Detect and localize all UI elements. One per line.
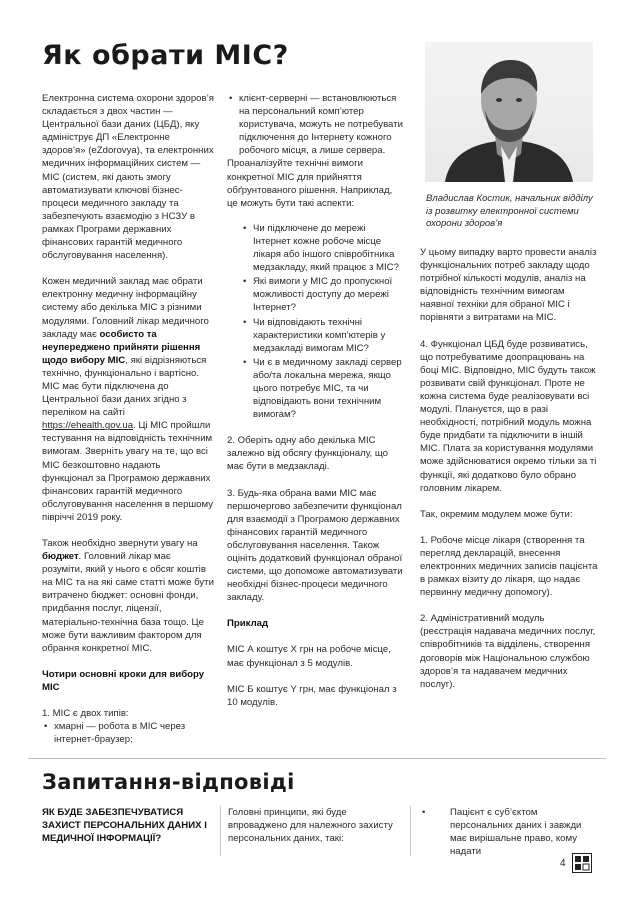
column-1: [42, 92, 214, 746]
qa-column-divider: [220, 806, 221, 856]
modules-intro: Так, окремим модулем може бути:: [420, 508, 573, 520]
column-3: [420, 246, 598, 704]
steps-heading: Чотири основні кроки для вибору МІС: [42, 668, 205, 693]
module-1: 1. Робоче місце лікаря (створення та перегляд декларацій, внесення електронних медичних записів пацієнта в рамках візиту до лікаря, що надає первинну медичну допомогу).: [420, 534, 598, 599]
paragraph-choice: Кожен медичний заклад має обрати електронну медичну інформаційну систему або декілька МІС з різними модулями. Головний лікар медичного закладу має особисто та неупереджено прийняти рішення щодо вибору МІС, які відрізняються технічно, функціонально і вартісно. МІС має бути підключена до Центральної бази даних згідно з переліком на сайті https://ehealth.gov.ua. Ці МІС пройшли тестування на відповідність технічним вимогам. Зверніть увагу на те, що всі МІС безкоштовно надають функціонал за Програмою державних фінансових гарантій медичного обслуговування населення в першому півріччі 2019 року.: [42, 276, 214, 523]
page-number: 4: [560, 858, 566, 869]
portrait-photo: [425, 42, 593, 182]
mis-types-list-cont: [227, 92, 405, 157]
portrait-illustration: [425, 42, 593, 182]
column-2: [227, 92, 405, 722]
example-1: МІС А коштує Х грн на робоче місце, має функціонал з 5 модулів.: [227, 644, 391, 669]
list-item: • Чи є в медичному закладі сервер або/та локальна мережа, якщо цього потребує МІС, та чи відповідають вони технічним вимогам?: [241, 356, 405, 421]
page-title: Як обрати МІС?: [42, 40, 289, 71]
list-item: • клієнт-серверні — встановлюються на персональний комп’ютер користувача, можуть не потребувати підключення до Інтернету кожного робочого місця, а лише сервера.: [227, 92, 405, 157]
qa-title: Запитання-відповіді: [42, 770, 295, 794]
list-item: • хмарні — робота в МІС через інтернет-браузер;: [42, 720, 214, 746]
ehealth-logo-icon: [572, 853, 592, 873]
ehealth-link[interactable]: https://ehealth.gov.ua: [42, 420, 134, 432]
list-item: • Які вимоги у МІС до пропускної можливості доступу до мережі Інтернет?: [241, 275, 405, 314]
list-item: • Чи відповідають технічні характеристики комп’ютерів у медзакладі вимогам МІС?: [241, 316, 405, 355]
list-item: • Пацієнт є суб’єктом персональних даних і завжди має вирішальне право, кому надати: [420, 806, 598, 858]
step-2: 2. Оберіть одну або декілька МІС залежно від обсягу функціоналу, що має бути в медзакладі.: [227, 435, 389, 473]
module-2: 2. Адміністративний модуль (реєстрація надавача медичних послуг, співробітників та відділень, створення договорів між Національною службою здоров’я та надавачем медичних послуг).: [420, 613, 596, 690]
list-item: • Чи підключене до мережі Інтернет кожне робоче місце лікаря або іншого співробітника медзакладу, який працює з МІС?: [241, 222, 405, 274]
paragraph-budget: Також необхідно звернути увагу на бюджет. Головний лікар має розуміти, який у нього є обсяг коштів на МІС та на які саме статті може бути витрачено бюджет: основні фонди, придбання послуг, ліцензії, матеріально-технічна база тощо. Це може бути важливим фактором для обрання конкретної МІС.: [42, 538, 214, 654]
qa-column-divider: [410, 806, 411, 856]
photo-caption: Владислав Костик, начальник відділу із розвитку електронної системи охорони здоров’я: [426, 193, 593, 229]
section-divider: [28, 758, 606, 759]
example-2: МІС Б коштує Y грн, має функціонал з 10 модулів.: [227, 683, 397, 708]
paragraph-analysis: У цьому випадку варто провести аналіз функціональних потреб закладу щодо потрібної кількості модулів, аналіз на відповідність технічним вимогам наявної техніки для обраної МІС і порівняти з витратами на МІС.: [420, 247, 597, 324]
mis-types-list: [42, 720, 214, 746]
paragraph-analyze: Проаналізуйте технічні вимоги конкретної МІС для прийняття обґрунтованого рішення. Наприклад, це можуть бути такі аспекти:: [227, 158, 393, 209]
qa-answer-list: [420, 806, 598, 858]
tech-questions-list: [227, 222, 405, 421]
example-heading: Приклад: [227, 618, 269, 630]
step-4: 4. Функціонал ЦБД буде розвиватись, що потребуватиме доопрацювань на боці МІС. Відповідно, МІС будуть також розвивати свій функціонал. Проте не кожна система буде реалізовувати всі модулі. Плануєтся, що в разі необхідності, потрібний модуль можна буде придбати та підключити в іншій МІС. Плата за користування модулями може здійснюватися окремо тільки за ті функції, які додатково було обрано головним лікарем.: [420, 338, 597, 494]
step-1: 1. МІС є двох типів:: [42, 708, 129, 720]
step-3: 3. Будь-яка обрана вами МІС має першочергово забезпечити функціонал для взаємодії з Програмою державних фінансових гарантій медичного обслуговування населення. Також оцініть додатковий функціонал обраної системи, що допоможе автоматизувати необхідні бізнес-процеси медичного закладу.: [227, 487, 403, 604]
paragraph-intro: Електронна система охорони здоров’я складається з двох частин — Центральної бази даних (ЦБД), яку адмініструє ДП «Електронне здоров’я» (eZdorovya), та електронних медичних інформаційних систем — МІС (систем, які дають змогу автоматизувати ключові бізнес-процеси медичного закладу та забезпечують взаємодію з НСЗУ в рамках Програми державних фінансових гарантій медичного обслуговування населення).: [42, 93, 214, 262]
qa-question: ЯК БУДЕ ЗАБЕЗПЕЧУВАТИСЯ ЗАХИСТ ПЕРСОНАЛЬНИХ ДАНИХ І МЕДИЧНОЇ ІНФОРМАЦІЇ?: [42, 807, 207, 844]
qa-answer-intro: Головні принципи, які буде впроваджено для належного захисту персональних даних, такі:: [228, 807, 393, 845]
